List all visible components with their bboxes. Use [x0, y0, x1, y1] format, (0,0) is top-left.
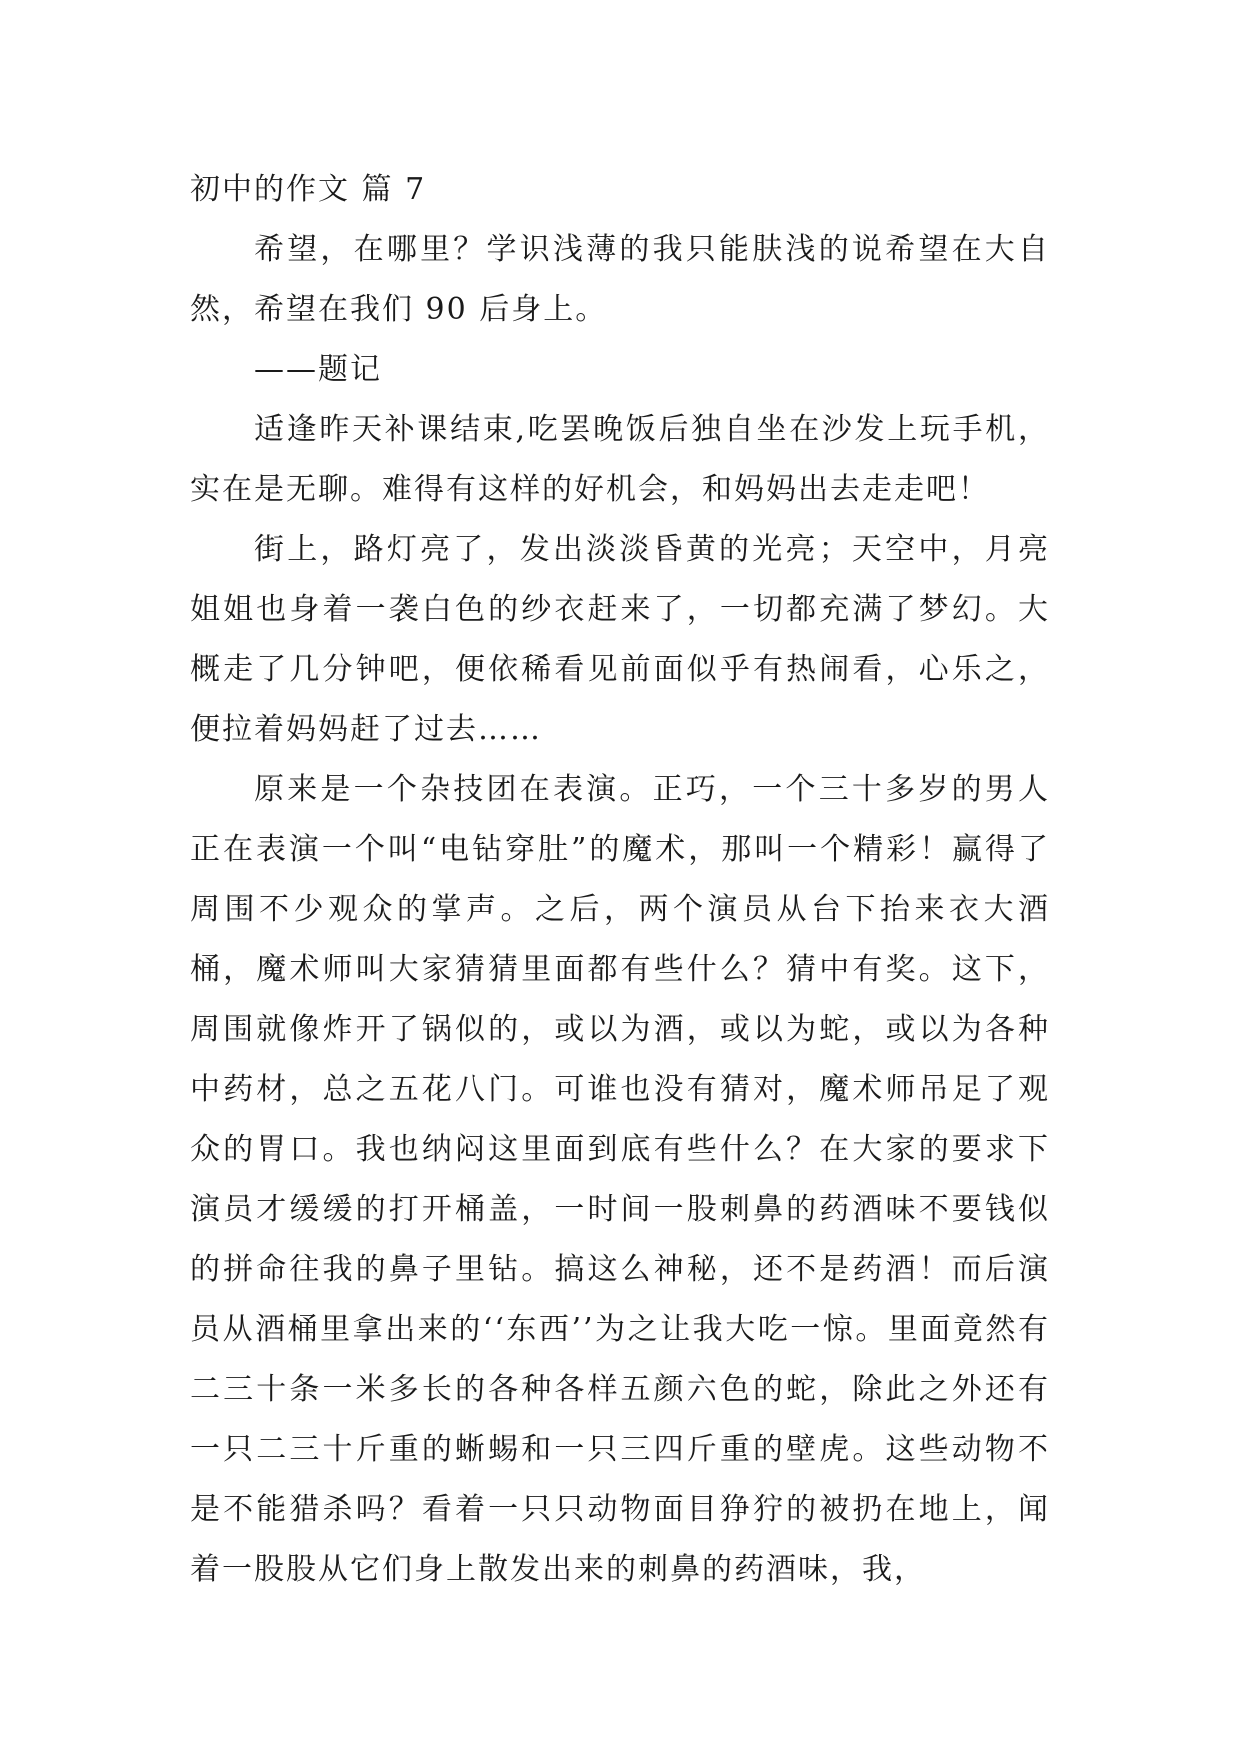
document-body: [190, 160, 1050, 1600]
paragraph-performance: 原来是一个杂技团在表演。正巧，一个三十多岁的男人正在表演一个叫“电钻穿肚”的魔术，那叫一个精彩！赢得了周围不少观众的掌声。之后，两个演员从台下抬来衣大酒桶，魔术师叫大家猜猜里面都有些什么？猜中有奖。这下，周围就像炸开了锅似的，或以为酒，或以为蛇，或以为各种中药材，总之五花八门。可谁也没有猜对，魔术师吊足了观众的胃口。我也纳闷这里面到底有些什么？在大家的要求下演员才缓缓的打开桶盖，一时间一股刺鼻的药酒味不要钱似的拼命往我的鼻子里钻。搞这么神秘，还不是药酒！而后演员从酒桶里拿出来的‘‘东西’’为之让我大吃一惊。里面竟然有二三十条一米多长的各种各样五颜六色的蛇，除此之外还有一只二三十斤重的蜥蜴和一只三四斤重的壁虎。这些动物不是不能猎杀吗？看着一只只动物面目狰狞的被扔在地上，闻着一股股从它们身上散发出来的刺鼻的药酒味，我，: [190, 772, 1050, 1587]
paragraph-street: 街上，路灯亮了，发出淡淡昏黄的光亮；天空中，月亮姐姐也身着一袭白色的纱衣赶来了，一切都充满了梦幻。大概走了几分钟吧，便依稀看见前面似乎有热闹看，心乐之，便拉着妈妈赶了过去……: [190, 532, 1050, 747]
paragraph-evening: 适逢昨天补课结束,吃罢晚饭后独自坐在沙发上玩手机，实在是无聊。难得有这样的好机会，和妈妈出去走走吧！: [190, 412, 1050, 507]
essay-title: 初中的作文 篇 7: [190, 172, 427, 207]
paragraph-epigraph-note: ——题记: [254, 352, 382, 387]
paragraph-intro: 希望，在哪里？学识浅薄的我只能肤浅的说希望在大自然，希望在我们 90 后身上。: [190, 232, 1050, 327]
